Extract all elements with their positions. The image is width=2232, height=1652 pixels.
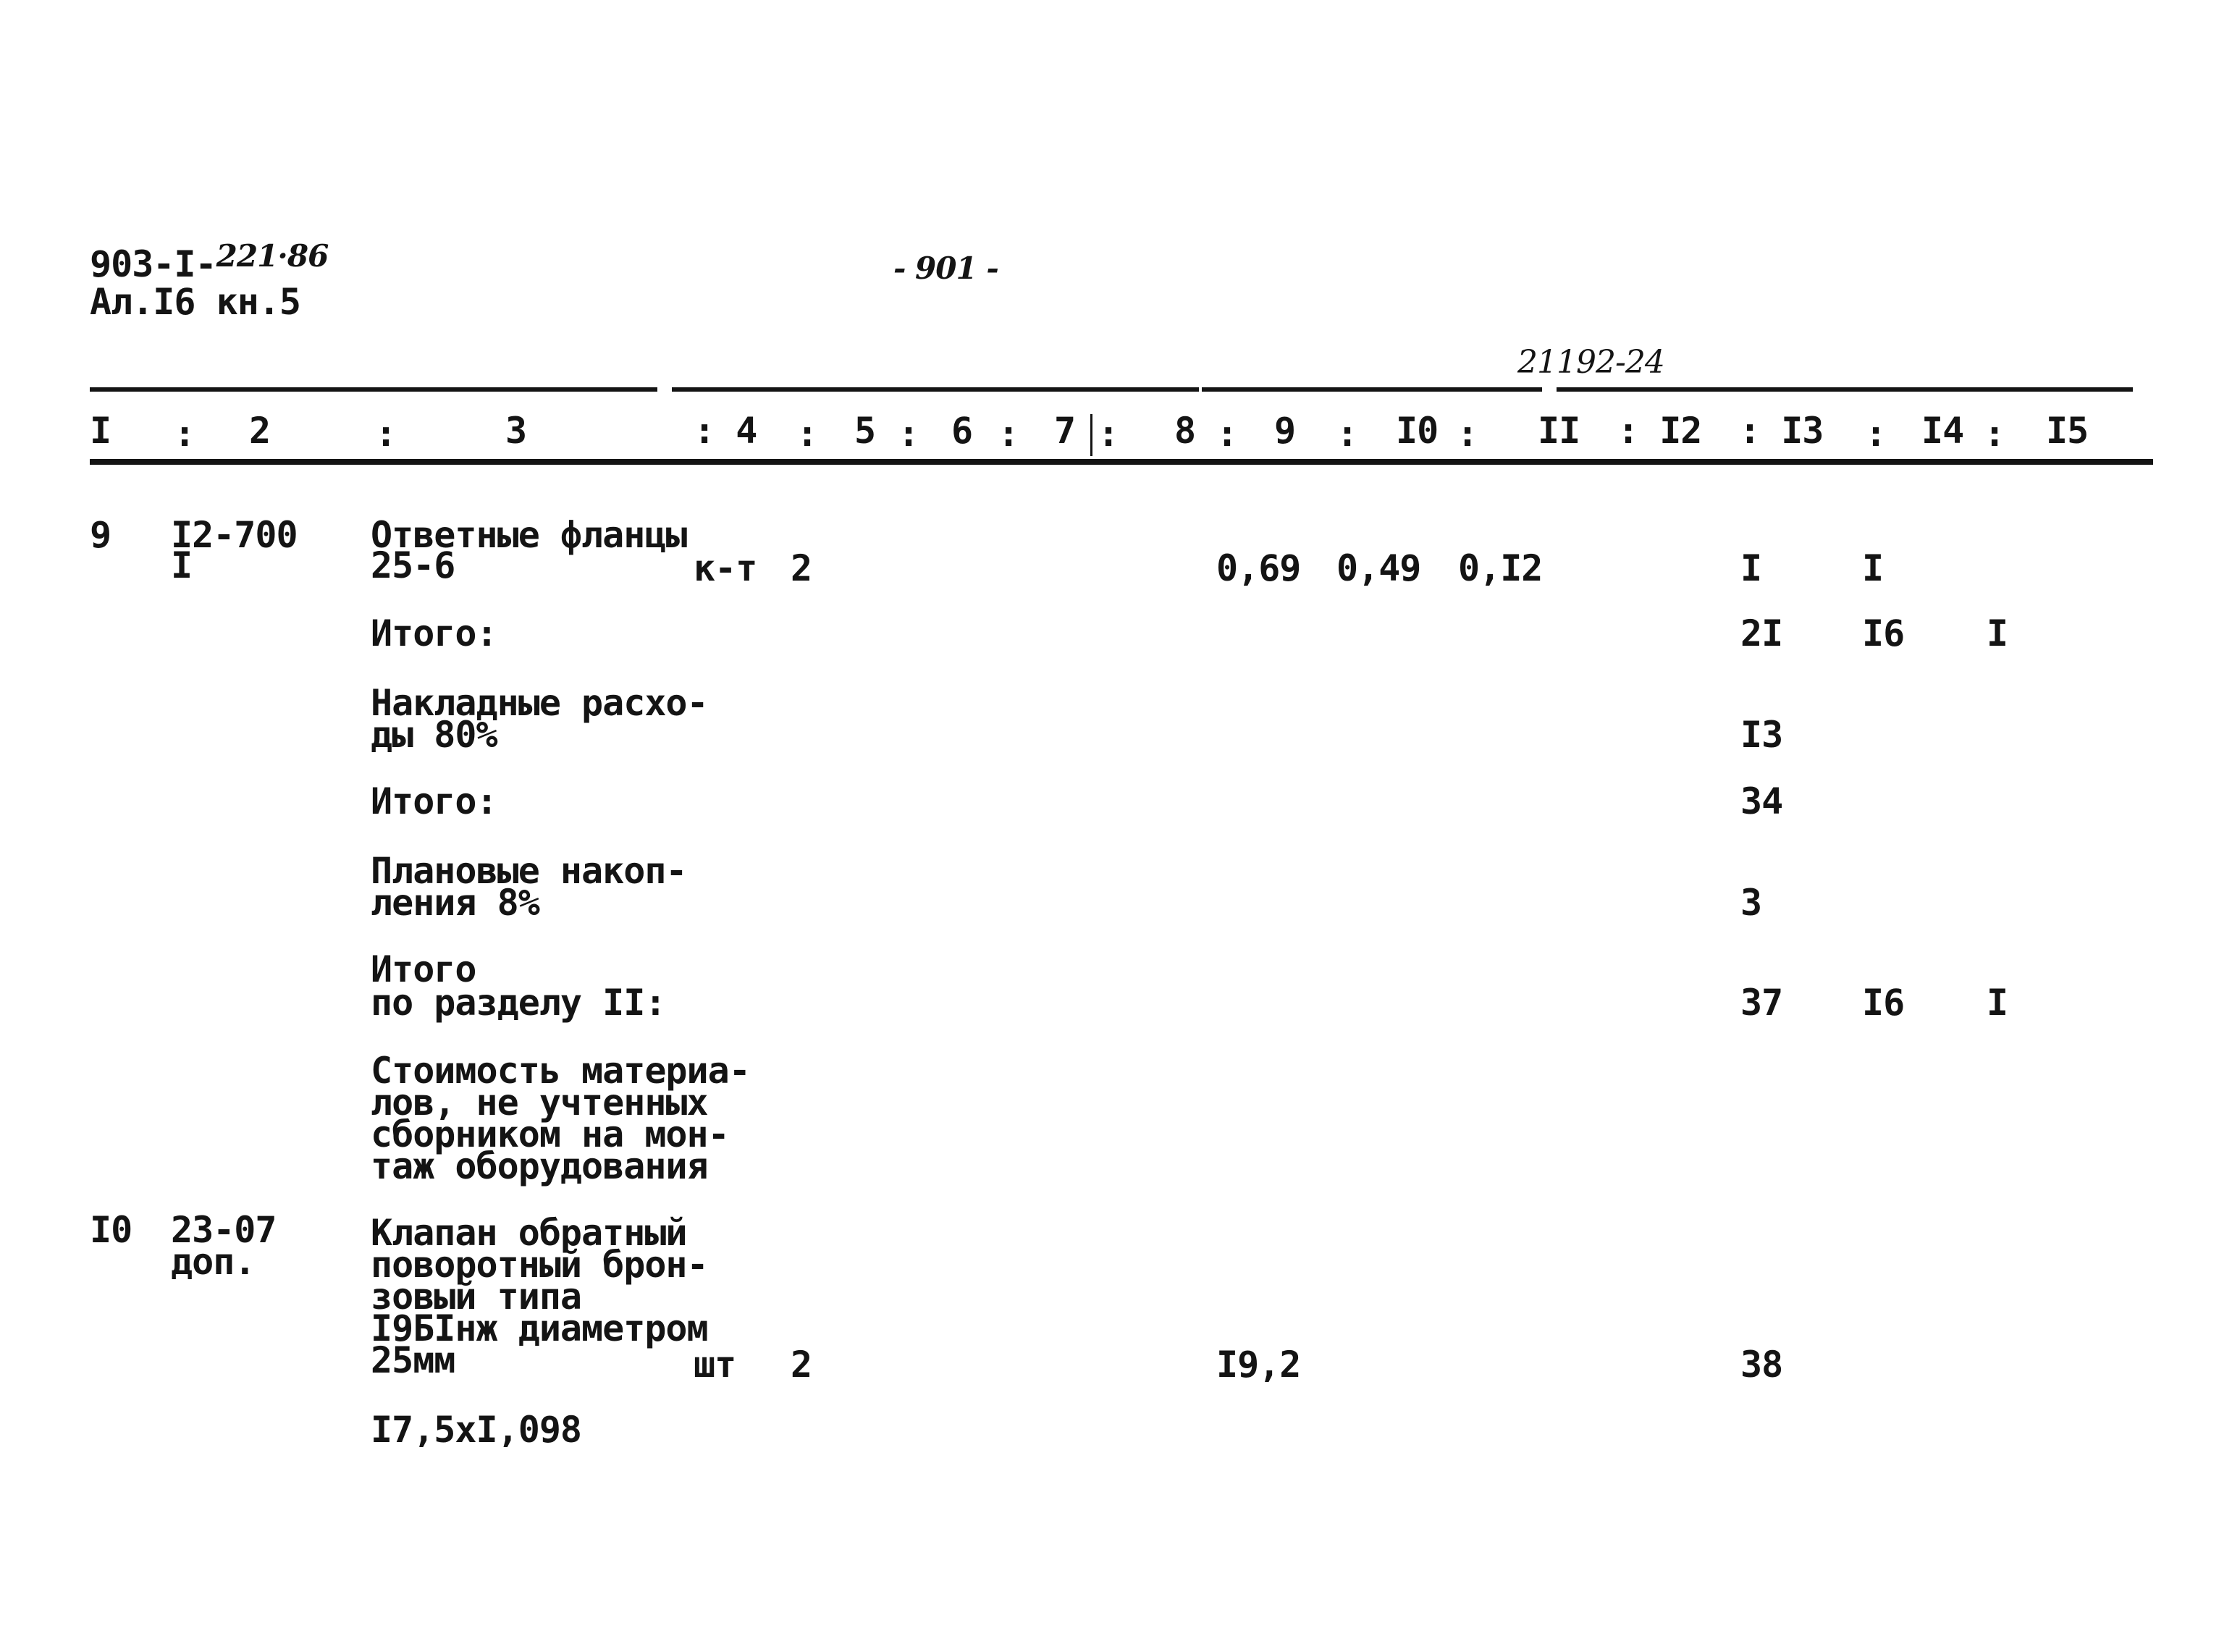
- item-name-line1: Ответные фланцы: [371, 514, 687, 556]
- col-sep: :: [1098, 413, 1119, 455]
- section-total-label-line2: по разделу II:: [371, 982, 666, 1024]
- col13-value: 3: [1740, 882, 1762, 924]
- col-header-5: 5: [854, 410, 876, 452]
- col14-value: I: [1862, 547, 1884, 589]
- col13-value: 37: [1740, 982, 1783, 1024]
- price-formula: I7,5хI,098: [371, 1409, 582, 1451]
- document-code-prefix: 903-I-: [90, 243, 216, 285]
- col-sep: :: [375, 413, 397, 455]
- col13-value: I: [1740, 547, 1762, 589]
- col-header-1: I: [90, 410, 111, 452]
- col-sep: :: [1984, 413, 2005, 455]
- document-code: [90, 238, 329, 285]
- price-code-line2: доп.: [171, 1241, 256, 1283]
- col-header-4: : 4: [694, 410, 757, 452]
- unit: шт: [694, 1344, 736, 1386]
- col8-value: 0,69: [1216, 547, 1301, 589]
- col-header-15: I5: [2046, 410, 2089, 452]
- row-number: I0: [90, 1209, 132, 1251]
- total-label: Итого:: [371, 780, 497, 822]
- col9-value: 0,49: [1336, 547, 1421, 589]
- top-rule-1: [90, 387, 657, 392]
- planned-label-line1: Плановые накоп-: [371, 850, 687, 892]
- materials-note-line4: таж оборудования: [371, 1145, 708, 1187]
- album-line: Ал.I6 кн.5: [90, 281, 301, 323]
- col-header-9: 9: [1274, 410, 1296, 452]
- column-divider: [1090, 414, 1092, 456]
- row-number: 9: [90, 514, 111, 556]
- col-sep: :: [1216, 413, 1238, 455]
- col-sep: :: [796, 413, 818, 455]
- overhead-label-line1: Накладные расхо-: [371, 682, 708, 724]
- col-sep: :: [998, 413, 1019, 455]
- col-header-11: II: [1538, 410, 1580, 452]
- col-header-8: 8: [1174, 410, 1196, 452]
- price-code: I2-700: [171, 514, 298, 556]
- item-name-line2: 25-6: [371, 544, 455, 586]
- col-sep: :: [174, 413, 195, 455]
- col13-value: 38: [1740, 1344, 1783, 1386]
- col-header-7: 7: [1054, 410, 1076, 452]
- item-name-line4: I9БIнж диаметром: [371, 1307, 708, 1349]
- item-name-line3: зовый типа: [371, 1276, 582, 1318]
- materials-note-line1: Стоимость материа-: [371, 1050, 750, 1092]
- col-sep: :: [1457, 413, 1478, 455]
- overhead-label-line2: ды 80%: [371, 714, 497, 756]
- header-underline: [90, 459, 2153, 465]
- quantity: 2: [791, 547, 812, 589]
- planned-label-line2: ления 8%: [371, 882, 539, 924]
- col14-value: I6: [1862, 982, 1905, 1024]
- col-header-12: : I2: [1617, 410, 1702, 452]
- item-name-line2: поворотный брон-: [371, 1244, 708, 1286]
- price-code-line2: I: [171, 544, 193, 586]
- col-header-10: I0: [1396, 410, 1439, 452]
- col15-value: I: [1987, 982, 2008, 1024]
- col-header-2: 2: [249, 410, 271, 452]
- col8-value: I9,2: [1216, 1344, 1301, 1386]
- top-rule-2: [672, 387, 1199, 392]
- page-number: - 901 -: [893, 250, 998, 286]
- col13-value: 34: [1740, 780, 1783, 822]
- materials-note-line3: сборником на мон-: [371, 1113, 729, 1155]
- col13-value: 2I: [1740, 612, 1783, 654]
- col10-value: 0,I2: [1458, 547, 1543, 589]
- col-header-6: 6: [951, 410, 973, 452]
- section-total-label-line1: Итого: [371, 948, 476, 990]
- col-header-14: I4: [1921, 410, 1964, 452]
- top-rule-3: [1202, 387, 1542, 392]
- col-header-3: 3: [505, 410, 527, 452]
- col-header-13: : I3: [1739, 410, 1824, 452]
- unit: к-т: [694, 547, 757, 589]
- col14-value: I6: [1862, 612, 1905, 654]
- price-code: 23-07: [171, 1209, 277, 1251]
- item-name-line1: Клапан обратный: [371, 1212, 687, 1254]
- item-name-line5: 25мм: [371, 1339, 455, 1381]
- sheet-stamp: 21192-24: [1517, 344, 1664, 381]
- total-label: Итого:: [371, 612, 497, 654]
- col15-value: I: [1987, 612, 2008, 654]
- col-sep: :: [898, 413, 919, 455]
- col13-value: I3: [1740, 714, 1783, 756]
- top-rule-4: [1557, 387, 2133, 392]
- document-code-handwritten: 221·86: [216, 238, 329, 274]
- col-sep: :: [1336, 413, 1358, 455]
- materials-note-line2: лов, не учтенных: [371, 1082, 708, 1124]
- quantity: 2: [791, 1344, 812, 1386]
- col-sep: :: [1865, 413, 1887, 455]
